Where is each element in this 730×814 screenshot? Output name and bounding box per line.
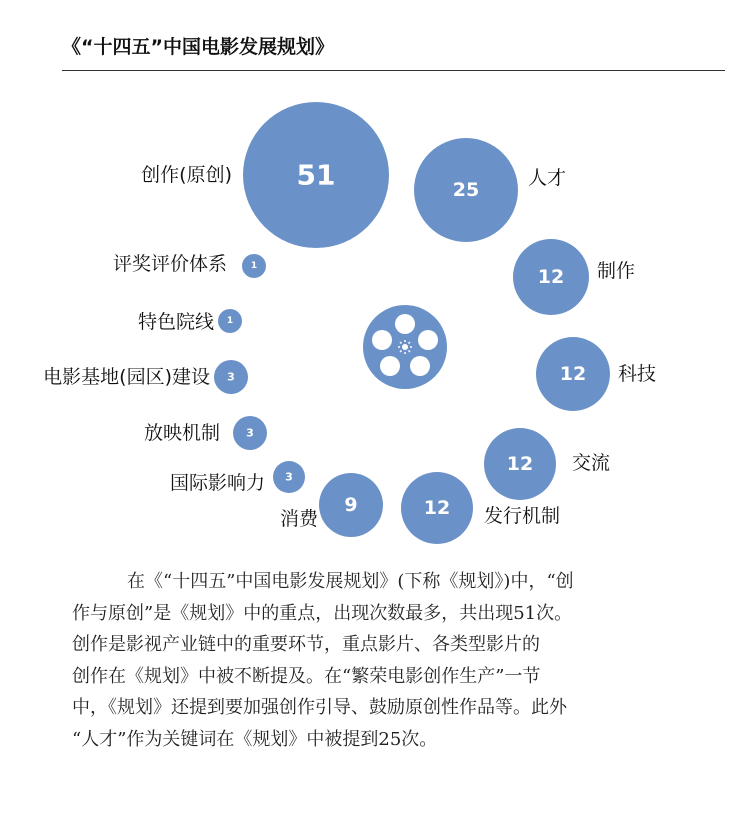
bubble-category-label: 制作 [597,260,636,282]
description-paragraph [72,566,704,755]
bubble-category-label: 交流 [572,452,611,474]
bubble-value-label: 9 [344,494,358,516]
bubble-value-label: 3 [285,470,293,484]
bubble-category-label: 评奖评价体系 [112,253,227,275]
bubble-category-label: 科技 [618,363,657,385]
bubble-category-label: 发行机制 [484,505,561,527]
bubble-value-label: 12 [506,453,534,475]
chart-title: 《“十四五”中国电影发展规划》 [62,36,334,58]
paragraph-line: 在《“十四五”中国电影发展规划》(下称《规划》)中，“创 [127,571,574,592]
bubbles-group [43,102,656,544]
paragraph-line: 创作在《规划》中被不断提及。在“繁荣电影创作生产”一节 [72,665,541,687]
bubble-category-label: 电影基地(园区)建设 [43,366,210,388]
bubble-value-label: 12 [537,266,565,288]
bubble-category-label: 人才 [528,167,567,189]
paragraph-line: 作与原创”是《规划》中的重点，出现次数最多，共出现51次。 [72,602,573,624]
bubble-value-label: 12 [559,363,587,385]
bubble-category-label: 消费 [279,508,318,530]
bubble-category-label: 国际影响力 [169,472,265,494]
bubble-value-label: 51 [296,158,336,192]
paragraph-line: 中，《规划》还提到要加强创作引导、鼓励原创性作品等。此外 [72,697,567,718]
bubble-value-label: 1 [226,316,234,326]
bubble-category-label: 放映机制 [143,422,220,444]
bubble-category-label: 创作(原创) [141,164,232,186]
bubble-value-label: 3 [246,426,254,440]
bubble-value-label: 1 [250,261,258,271]
film-reel-icon [363,305,447,389]
paragraph-line: “人才”作为关键词在《规划》中被提到25次。 [72,728,438,750]
bubble-value-label: 3 [227,370,235,384]
bubble-category-label: 特色院线 [137,311,214,333]
bubble-value-label: 12 [423,497,451,519]
bubble-value-label: 25 [452,179,480,201]
paragraph-line: 创作是影视产业链中的重要环节，重点影片、各类型影片的 [72,634,540,655]
